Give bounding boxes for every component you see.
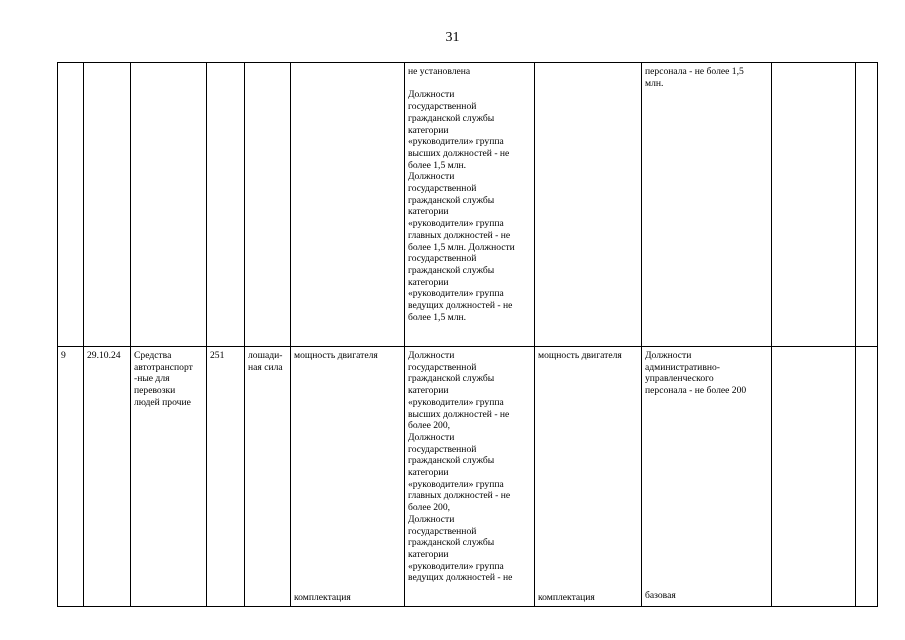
page-number: 31 [445,30,460,45]
table-row [58,347,878,607]
extra2-cell [856,63,878,347]
name-cell: Средства автотранспорт -ные для перевозки людей прочие [131,347,207,607]
characteristic-bottom-label: комплектация [294,592,351,604]
row-number-cell [58,63,84,347]
name-cell [131,63,207,347]
characteristic-cell [291,63,405,347]
requirements-table [57,62,878,607]
value2-bottom-text: базовая [645,590,676,602]
extra1-cell [772,63,856,347]
characteristic2-cell [535,347,642,607]
value2-text: Должности административно- управленческого персонала - не более 200 [645,350,747,397]
value2-cell: персонала - не более 1,5 млн. [642,63,772,347]
characteristic2-label: мощность двигателя [538,350,622,361]
table-row [58,63,878,347]
unit-cell [245,63,291,347]
characteristic2-bottom-label: комплектация [538,592,595,604]
extra2-cell [856,347,878,607]
characteristic-cell [291,347,405,607]
characteristic-label: мощность двигателя [294,350,378,361]
date-cell [84,63,131,347]
value-cell: Должности государственной гражданской службы категории «руководители» группа высших должностей - не более 200, Должности государственной гражданской службы категории «руководители» группа главных должностей - не более 200, Должности государственной гражданской службы категории «руководители» группа ведущих должностей - не [405,347,535,607]
characteristic2-cell [535,63,642,347]
code-cell: 251 [207,347,245,607]
date-cell: 29.10.24 [84,347,131,607]
row-number-cell: 9 [58,347,84,607]
value2-cell [642,347,772,607]
code-cell [207,63,245,347]
extra1-cell [772,347,856,607]
unit-cell: лошади- ная сила [245,347,291,607]
value-cell: не установлена Должности государственной гражданской службы категории «руководители» группа высших должностей - не более 1,5 млн. Должности государственной гражданской службы категории «руководители» группа главных должностей - не более 1,5 млн. Должности государственной гражданской службы категории «руководители» группа ведущих должностей - не более 1,5 млн. [405,63,535,347]
